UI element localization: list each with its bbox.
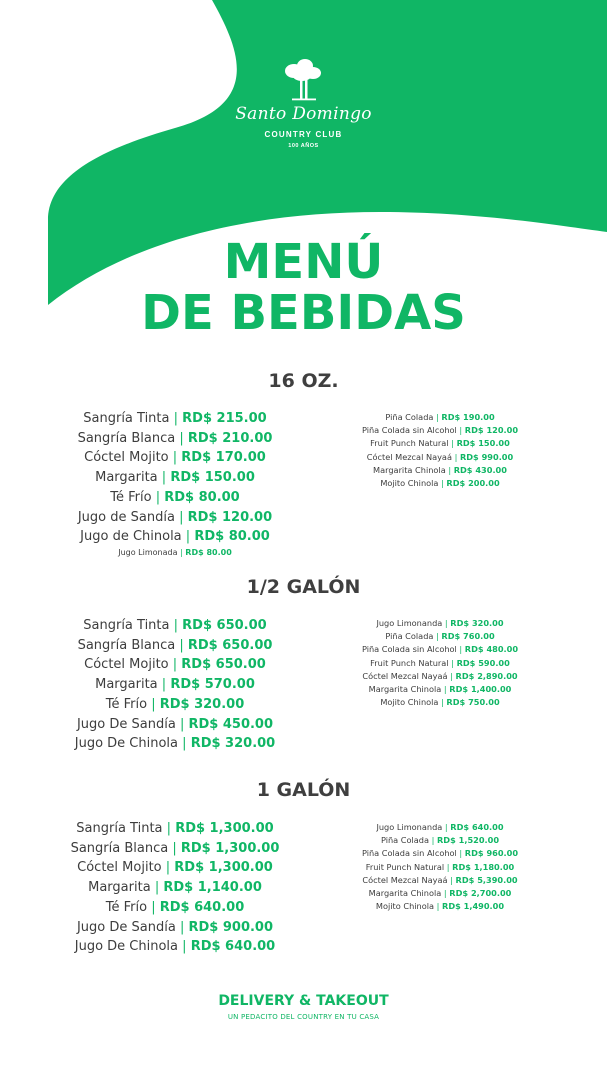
- delivery-takeout-title: DELIVERY & TAKEOUT: [218, 993, 389, 1009]
- list-item: Cóctel Mojito | RD$ 650.00: [84, 657, 266, 673]
- menu-title-line1: MENÚ: [223, 234, 384, 290]
- list-item: Mojito Chinola | RD$ 750.00: [380, 697, 500, 708]
- logo-club-name: COUNTRY CLUB: [264, 130, 343, 139]
- list-item: Cóctel Mojito | RD$ 170.00: [84, 450, 266, 466]
- list-item: Fruit Punch Natural | RD$ 1,180.00: [365, 861, 515, 872]
- list-item: Té Frío | RD$ 320.00: [105, 696, 245, 712]
- list-item: Jugo Limonanda | RD$ 320.00: [376, 618, 504, 628]
- section-16oz-left-list: [30, 409, 320, 559]
- list-item: Sangría Tinta | RD$ 215.00: [83, 411, 267, 426]
- list-item: Jugo De Sandía | RD$ 450.00: [76, 716, 274, 732]
- menu-title-line2: DE BEBIDAS: [141, 285, 466, 341]
- club-logo: [0, 58, 607, 149]
- list-item: Sangría Tinta | RD$ 1,300.00: [76, 821, 274, 836]
- list-item: Piña Colada sin Alcohol | RD$ 960.00: [361, 848, 519, 859]
- list-item: Fruit Punch Natural | RD$ 150.00: [370, 438, 510, 449]
- list-item: Jugo De Chinola | RD$ 640.00: [74, 939, 276, 955]
- list-item: Margarita | RD$ 150.00: [95, 470, 255, 486]
- list-item: Sangría Tinta | RD$ 650.00: [83, 618, 267, 633]
- list-item: Mojito Chinola | RD$ 1,490.00: [375, 901, 505, 912]
- list-item: Sangría Blanca | RD$ 210.00: [77, 430, 273, 446]
- list-item: Jugo De Sandía | RD$ 900.00: [76, 919, 274, 935]
- list-item: Fruit Punch Natural | RD$ 590.00: [370, 657, 510, 668]
- list-item: Cóctel Mojito | RD$ 1,300.00: [77, 860, 273, 876]
- list-item: Cóctel Mezcal Nayaá | RD$ 990.00: [366, 451, 514, 462]
- delivery-takeout-subtitle: UN PEDACITO DEL COUNTRY EN TU CASA: [227, 1013, 380, 1021]
- list-item: Cóctel Mezcal Nayaá | RD$ 5,390.00: [362, 874, 518, 885]
- logo-anniversary: 100 AÑOS: [288, 143, 319, 149]
- logo-script-name: Santo Domingo: [235, 104, 372, 124]
- list-item: Mojito Chinola | RD$ 200.00: [380, 478, 500, 489]
- list-item: Sangría Blanca | RD$ 650.00: [77, 637, 273, 653]
- list-item: Jugo De Chinola | RD$ 320.00: [74, 736, 276, 752]
- list-item: Sangría Blanca | RD$ 1,300.00: [70, 840, 280, 856]
- section-heading-half-gallon: 1/2 GALÓN: [246, 576, 361, 598]
- list-item: Jugo de Chinola | RD$ 80.00: [80, 529, 270, 545]
- list-item: Margarita Chinola | RD$ 1,400.00: [368, 684, 512, 695]
- list-item: Margarita | RD$ 1,140.00: [88, 880, 262, 896]
- list-item: Piña Colada | RD$ 760.00: [385, 631, 495, 642]
- list-item: Jugo de Sandía | RD$ 120.00: [77, 509, 273, 525]
- section-one-gallon-left-list: [30, 819, 320, 957]
- list-item: Piña Colada sin Alcohol | RD$ 120.00: [361, 425, 519, 436]
- section-heading-one-gallon: 1 GALÓN: [256, 779, 351, 801]
- list-item: Piña Colada sin Alcohol | RD$ 480.00: [361, 644, 519, 655]
- list-item: Piña Colada | RD$ 1,520.00: [380, 835, 500, 846]
- trees-icon: [280, 58, 328, 102]
- section-heading-16oz: 16 OZ.: [268, 370, 339, 392]
- list-item: Margarita Chinola | RD$ 430.00: [373, 464, 507, 475]
- section-one-gallon-right-list: [330, 821, 550, 913]
- list-item: Margarita Chinola | RD$ 2,700.00: [368, 888, 512, 899]
- list-item: Té Frío | RD$ 640.00: [105, 899, 245, 915]
- list-item: Té Frío | RD$ 80.00: [110, 489, 240, 505]
- list-item: Margarita | RD$ 570.00: [95, 677, 255, 693]
- list-item: Piña Colada | RD$ 190.00: [385, 412, 495, 422]
- list-item: Jugo Limonanda | RD$ 640.00: [376, 822, 504, 832]
- section-16oz-right-list: [330, 411, 550, 490]
- section-half-gallon-right-list: [330, 617, 550, 709]
- list-item: Cóctel Mezcal Nayaá | RD$ 2,890.00: [362, 670, 518, 681]
- section-half-gallon-left-list: [30, 616, 320, 754]
- list-item: Jugo Limonada | RD$ 80.00: [118, 547, 232, 557]
